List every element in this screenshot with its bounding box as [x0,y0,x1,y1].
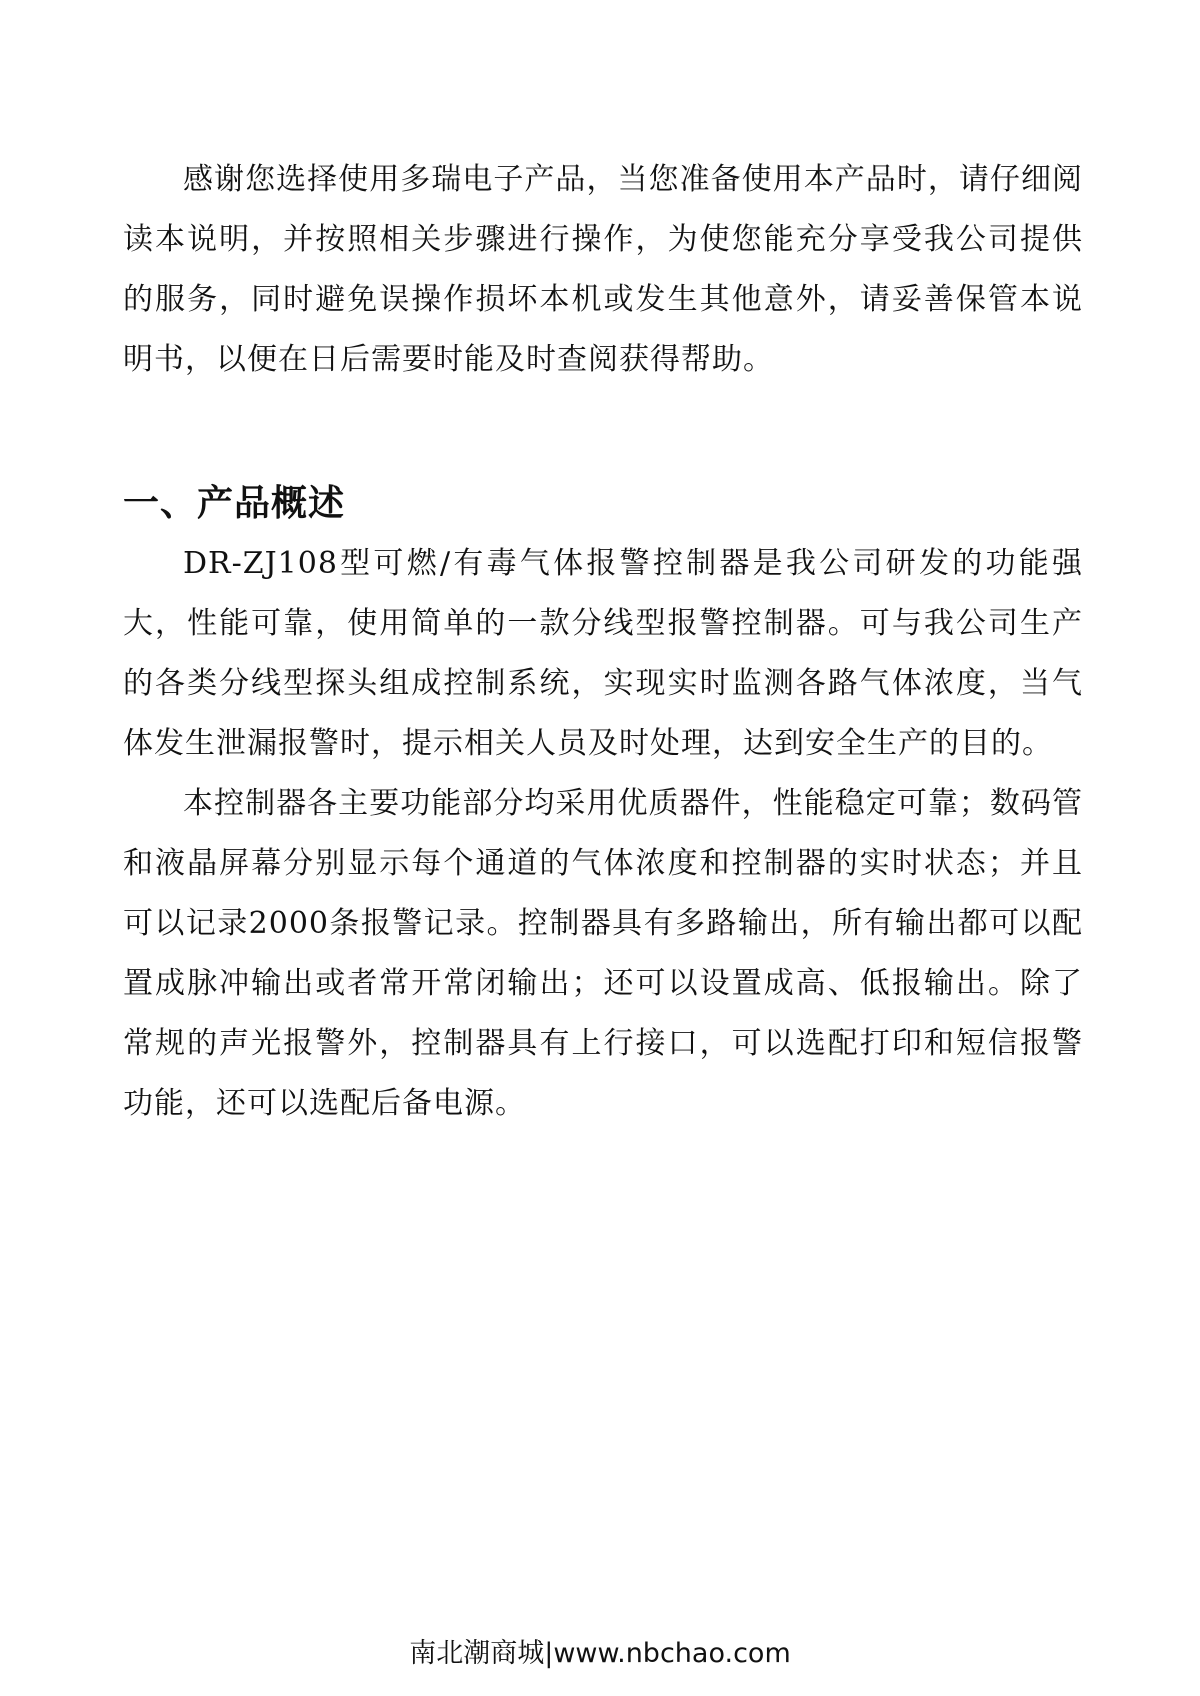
footer-watermark: 南北潮商城|www.nbchao.com [409,1638,791,1669]
overview-paragraph-2: 本控制器各主要功能部分均采用优质器件，性能稳定可靠；数码管和液晶屏幕分别显示每个通道的气体浓度和控制器的实时状态；并且可以记录2000条报警记录。控制器具有多路输出，所有输出都可以配置成脉冲输出或者常开常闭输出；还可以设置成高、低报输出。除了常规的声光报警外，控制器具有上行接口，可以选配打印和短信报警功能，还可以选配后备电源。 [123,786,1083,1121]
intro-paragraph: 感谢您选择使用多瑞电子产品，当您准备使用本产品时，请仔细阅读本说明，并按照相关步骤进行操作，为使您能充分享受我公司提供的服务，同时避免误操作损坏本机或发生其他意外，请妥善保管本说明书，以便在日后需要时能及时查阅获得帮助。 [123,162,1083,377]
document-body [123,150,1083,1134]
overview-paragraph-1: DR-ZJ108型可燃/有毒气体报警控制器是我公司研发的功能强大，性能可靠，使用简单的一款分线型报警控制器。可与我公司生产的各类分线型探头组成控制系统，实现实时监测各路气体浓度，当气体发生泄漏报警时，提示相关人员及时处理，达到安全生产的目的。 [123,546,1083,761]
section-heading: 一、产品概述 [123,483,346,524]
